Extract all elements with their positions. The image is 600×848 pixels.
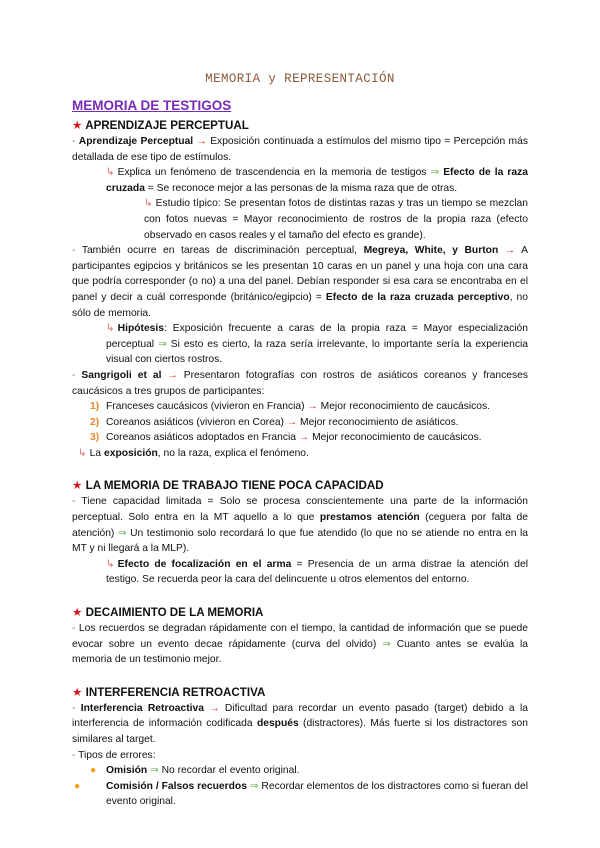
page-title: MEMORIA y REPRESENTACIÓN — [205, 72, 395, 86]
arrow-right-icon: → — [504, 245, 516, 257]
heading-interferencia: ★ INTERFERENCIA RETROACTIVA — [72, 685, 266, 699]
document-body — [72, 117, 528, 810]
arrow-right-icon: → — [307, 401, 318, 413]
heading-decaimiento: ★ DECAIMIENTO DE LA MEMORIA — [72, 606, 264, 620]
list-item: 3) Coreanos asiáticos adoptados en Francia → Mejor reconocimiento de caucásicos. — [90, 432, 482, 444]
heading-aprendizaje-perceptual: ★ APRENDIZAJE PERCEPTUAL — [72, 119, 249, 132]
star-icon: ★ — [72, 479, 83, 493]
paragraph: - Sangrigoli et al → Presentaron fotografías con rostros de asiáticos coreanos y franceses caucásicos a tres grupos de participantes: — [72, 369, 528, 397]
list-item: ● Omisión ⇒ No recordar el evento original. — [72, 763, 528, 779]
arrow-right-icon: → — [196, 136, 207, 147]
arrow-right-icon: → — [298, 432, 310, 444]
star-icon: ★ — [72, 606, 83, 620]
arrow-right-icon: → — [286, 416, 298, 428]
double-arrow-icon: ⇒ — [249, 780, 259, 792]
paragraph: ↳ Estudio típico: Se presentan fotos de distintas razas y tras un tiempo se mezclan con fotos nuevas = Mayor reconocimiento de rostros de la propia raza (efecto observado en casos reales y el tamaño del efecto es grande). — [144, 198, 528, 241]
double-arrow-icon: ⇒ — [430, 167, 440, 179]
bullet-icon: ● — [90, 765, 97, 777]
sub-arrow-icon: ↳ — [106, 323, 115, 335]
paragraph: - Tiene capacidad limitada = Solo se procesa conscientemente una parte de la información perceptual. Solo entra en la MT aquello a lo que prestamos atención (ceguera por falta de atención) ⇒ Un testimonio solo recordará lo que fue atendido (lo que no se atiende no entra en la MT y ni llegará a la MLP). — [72, 496, 528, 555]
double-arrow-icon: ⇒ — [382, 638, 391, 650]
double-arrow-icon: ⇒ — [150, 765, 159, 777]
heading-memoria-trabajo: ★ LA MEMORIA DE TRABAJO TIENE POCA CAPACIDAD — [72, 479, 384, 493]
section-heading: MEMORIA DE TESTIGOS — [72, 98, 232, 113]
arrow-right-icon: → — [167, 369, 178, 381]
double-arrow-icon: ⇒ — [158, 338, 167, 350]
double-arrow-icon: ⇒ — [117, 527, 127, 539]
paragraph: ↳ Explica un fenómeno de trascendencia en la memoria de testigos ⇒ Efecto de la raza cruzada = Se reconoce mejor a las personas de la misma raza que de otras. — [106, 167, 528, 194]
sub-arrow-icon: ↳ — [106, 167, 115, 179]
sub-arrow-icon: ↳ — [144, 198, 153, 210]
paragraph: - Aprendizaje Perceptual → Exposición continuada a estímulos del mismo tipo = Percepción más detallada de ese tipo de estímulos. — [72, 136, 528, 163]
paragraph: - Interferencia Retroactiva → Dificultad para recordar un evento pasado (target) debido a la interferencia de información codificada después (distractores). Más fuerte si los distractores son similares al target. — [72, 702, 528, 745]
sub-arrow-icon: ↳ — [106, 558, 115, 570]
paragraph: ↳ La exposición, no la raza, explica el fenómeno. — [78, 447, 309, 459]
bullet-icon: ● — [74, 780, 81, 792]
paragraph: ↳ Efecto de focalización en el arma = Presencia de un arma distrae la atención del testigo. Se recuerda peor la cara del delincuente u otros elementos del entorno. — [106, 558, 528, 586]
paragraph: - Los recuerdos se degradan rápidamente con el tiempo, la cantidad de información que se puede evocar sobre un evento decae rápidamente (curva del olvido) ⇒ Cuanto antes se evalúa la memoria de un testimonio mejor. — [72, 623, 528, 666]
list-item: 1) Franceses caucásicos (vivieron en Francia) → Mejor reconocimiento de caucásicos. — [90, 401, 491, 413]
paragraph: - Tipos de errores: — [72, 749, 156, 761]
paragraph: ↳ Hipótesis: Exposición frecuente a caras de la propia raza = Mayor especialización perceptual ⇒ Si esto es cierto, la raza sería irrelevante, lo importante sería la experiencia visual con ciertos rostros. — [106, 323, 528, 366]
arrow-right-icon: → — [209, 702, 220, 714]
sub-arrow-icon: ↳ — [78, 447, 87, 459]
star-icon: ★ — [72, 685, 83, 699]
list-item: 2) Coreanos asiáticos (vivieron en Corea) → Mejor reconocimiento de asiáticos. — [90, 416, 459, 428]
list-item: ● Comisión / Falsos recuerdos ⇒ Recordar elementos de los distractores como si fueran del evento original. — [74, 780, 528, 808]
paragraph: - También ocurre en tareas de discriminación perceptual, Megreya, White, y Burton → A participantes egipcios y británicos se les presentan 10 caras en un panel y una hoja con una cara que podría corresponder (o no) a una del panel. Debían responder si esa cara se encontraba en el panel y decir a cuál corresponde (británico/egipcio) = Efecto de la raza cruzada perceptivo, no sólo de memoria. — [72, 245, 528, 319]
star-icon: ★ — [72, 119, 83, 132]
